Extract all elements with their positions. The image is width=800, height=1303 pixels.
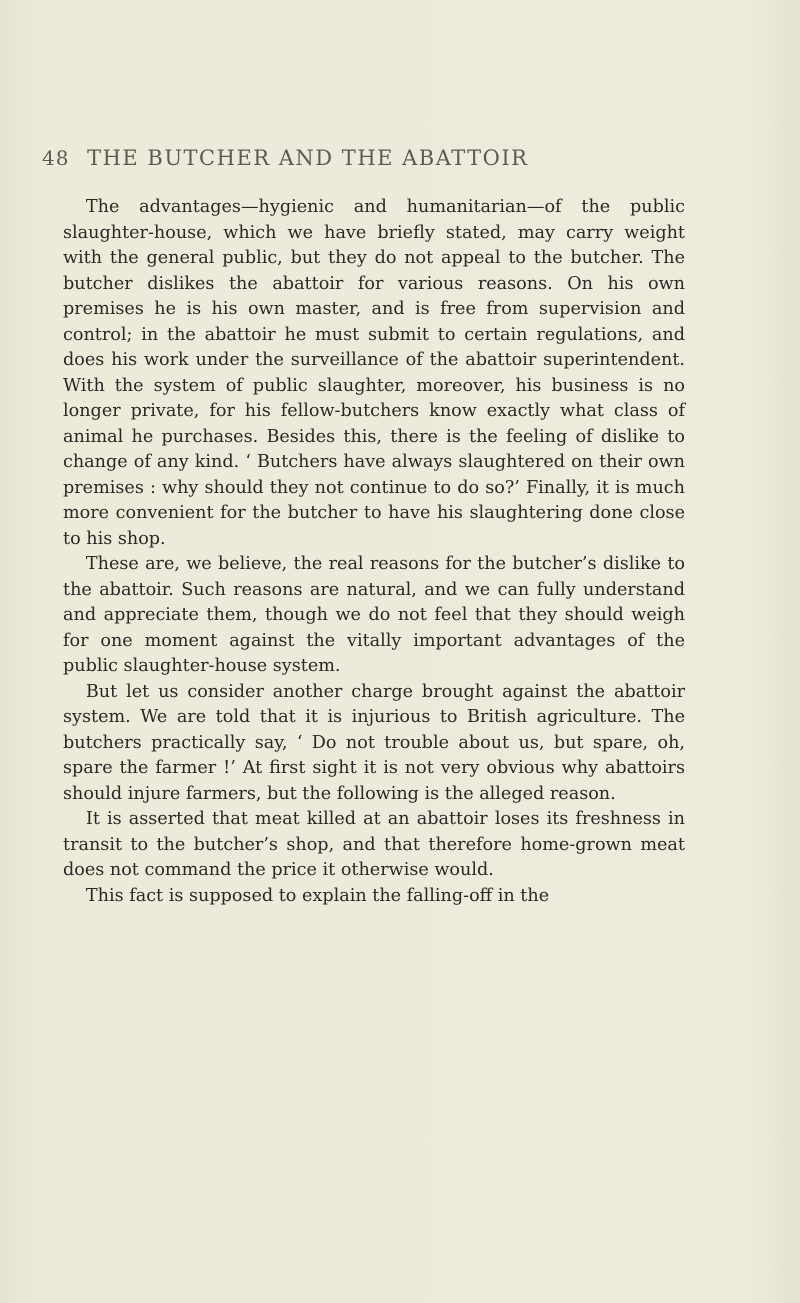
- running-title: THE BUTCHER AND THE ABATTOIR: [87, 146, 529, 170]
- paragraph: The advantages—hygienic and humanitarian—of the public slaughter-house, which we have briefly stated, may carry weight with the general public, but they do not appeal to the butcher. The butcher dislikes the abattoir for various reasons. On his own premises he is his own master, and is free from supervision and control; in the abattoir he must submit to certain regulations, and does his work under the surveillance of the abattoir superintendent. With the system of public slaughter, moreover, his business is no longer private, for his fellow-butchers know exactly what class of animal he purchases. Besides this, there is the feeling of dislike to change of any kind. ‘ Butchers have always slaughtered on their own premises : why should they not continue to do so?’ Finally, it is much more convenient for the butcher to have his slaughtering done close to his shop.: [63, 197, 685, 549]
- paragraph: These are, we believe, the real reasons for the butcher’s dislike to the abattoir. Such reasons are natural, and we can fully understand and appreciate them, though we do not feel that they should weigh for one moment against the vitally important advantages of the public slaughter-house system.: [63, 554, 685, 676]
- running-head: [42, 146, 762, 174]
- body-text: [63, 195, 685, 909]
- paragraph: But let us consider another charge brought against the abattoir system. We are told that it is injurious to British agriculture. The butchers practically say, ‘ Do not trouble about us, but spare, oh, spare the farmer !’ At first sight it is not very obvious why abattoirs should injure farmers, but the following is the alleged reason.: [63, 681, 685, 804]
- paragraph: This fact is supposed to explain the falling-off in the: [85, 885, 550, 906]
- page-number: 48: [42, 146, 70, 170]
- paragraph: It is asserted that meat killed at an abattoir loses its freshness in transit to the butcher’s shop, and that therefore home-grown meat does not command the price it otherwise would.: [63, 809, 685, 880]
